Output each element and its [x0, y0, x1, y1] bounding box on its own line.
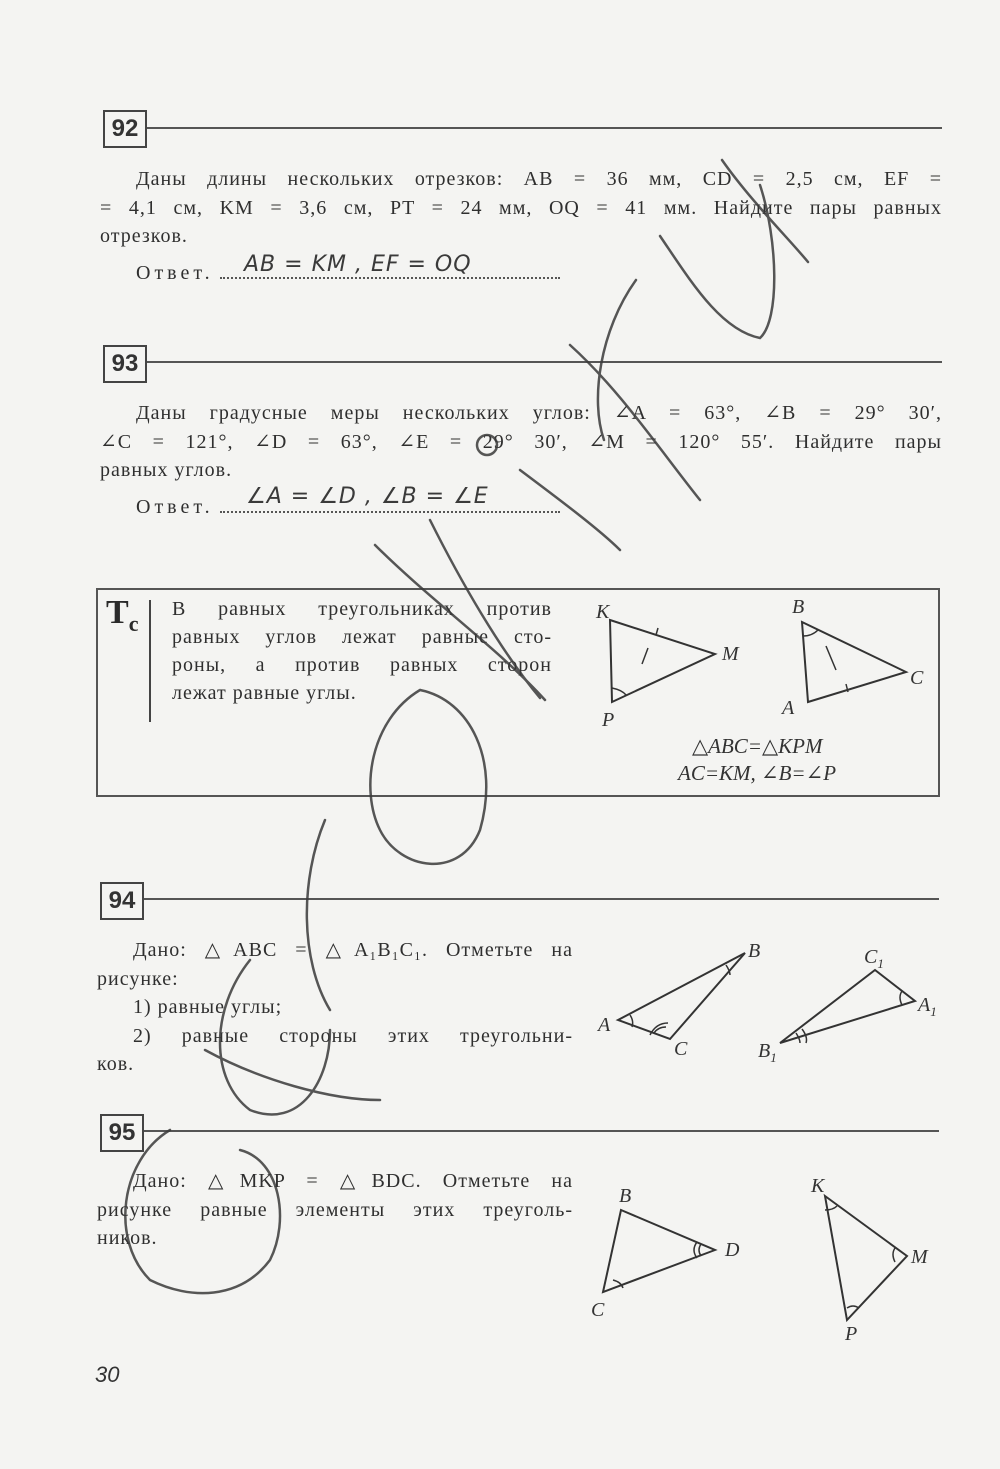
label-b1: $B_1$: [758, 1040, 777, 1065]
problem-93-line: Даны градусные меры нескольких углов: ∠A = 63°, ∠B = 29° 30′,: [136, 402, 942, 424]
label-b: B: [748, 940, 761, 962]
problem-95-line: ников.: [97, 1227, 158, 1249]
problem-number-92: 92: [103, 110, 147, 148]
problem-94-line: рисунке:: [97, 967, 179, 990]
answer-label: Ответ.: [136, 262, 214, 284]
label-m: M: [911, 1246, 928, 1268]
theorem-formula-2: AC=KM, ∠B=∠P: [678, 761, 837, 785]
problem-94-line: 2) равные стороны этих треугольни-: [133, 1024, 573, 1047]
problem-number-95: 95: [100, 1114, 144, 1152]
label-c: C: [910, 667, 924, 689]
theorem-line: В равных треугольниках против: [172, 598, 552, 620]
problem-number-93: 93: [103, 345, 147, 383]
handwritten-answer-93: ∠A = ∠D , ∠B = ∠E: [246, 484, 489, 509]
label-d: D: [725, 1239, 740, 1261]
answer-label: Ответ.: [136, 496, 214, 518]
problem-92-line: отрезков.: [100, 225, 188, 247]
label-c1: $C_1$: [864, 946, 884, 971]
problem-93-line: равных углов.: [100, 459, 233, 481]
theorem-mark: T: [106, 594, 129, 631]
label-a: A: [782, 697, 795, 719]
label-b: B: [619, 1185, 632, 1207]
label-k: K: [596, 601, 610, 623]
problem-92-line: = 4,1 см, KM = 3,6 см, PT = 24 мм, OQ = 41 мм. Найдите пары равных: [100, 196, 942, 219]
problem-95-line: рисунке равные элементы этих треуголь-: [97, 1198, 573, 1221]
problem-95-line: Дано: △MKP = △BDC. Отметьте на: [133, 1170, 573, 1192]
label-p: P: [845, 1323, 858, 1345]
label-a1: $A_1$: [918, 994, 937, 1019]
theorem-line: роны, а против равных сторон: [172, 654, 552, 676]
label-a: A: [598, 1014, 611, 1036]
problem-94-line: Дано: △ABC = △A₁B₁C₁. Отметьте на: [133, 939, 573, 961]
label-m: M: [722, 643, 739, 665]
problem-94-line: ков.: [97, 1053, 135, 1075]
problem-94-line: 1) равные углы;: [133, 996, 283, 1018]
handwritten-answer-92: AB = KM , EF = OQ: [244, 252, 472, 277]
label-k: K: [811, 1175, 825, 1197]
label-c: C: [591, 1299, 605, 1321]
label-p: P: [602, 709, 615, 731]
problem-93-line: ∠C = 121°, ∠D = 63°, ∠E = 29° 30′, ∠M = 120° 55′. Найдите пары: [100, 430, 942, 453]
theorem-line: лежат равные углы.: [172, 682, 357, 704]
page-number: 30: [95, 1362, 120, 1387]
theorem-line: равных углов лежат равные сто-: [172, 626, 552, 648]
problem-92-line: Даны длины нескольких отрезков: AB = 36 мм, CD = 2,5 см, EF =: [136, 168, 942, 190]
theorem-formula-1: △ABC=△KPM: [692, 734, 823, 758]
problem-number-94: 94: [100, 882, 144, 920]
theorem-mark-sub: c: [128, 610, 139, 636]
label-b: B: [792, 596, 805, 618]
label-c: C: [674, 1038, 688, 1060]
